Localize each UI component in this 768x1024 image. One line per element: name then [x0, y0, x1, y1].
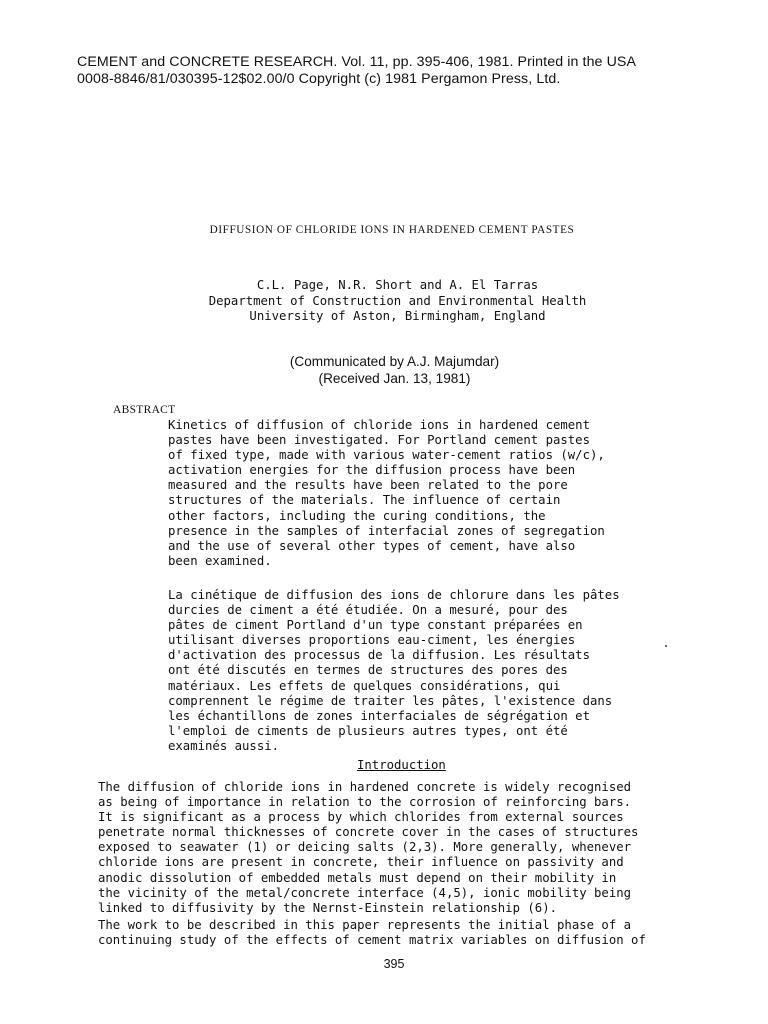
resume-line: examinés aussi. — [168, 738, 280, 753]
resume-line: ont été discutés en termes de structures des pores des — [168, 663, 568, 678]
body-line: the vicinity of the metal/concrete interface (4,5), ionic mobility being — [98, 885, 632, 900]
body-line: chloride ions are present in concrete, their influence on passivity and — [98, 855, 624, 870]
resume-line: l'emploi de ciments de plusieurs autres types, ont été — [168, 723, 568, 738]
page-number: 395 — [383, 957, 405, 971]
author-university: University of Aston, Birmingham, England — [249, 309, 546, 323]
abstract-line: and the use of several other types of cement, have also — [168, 538, 576, 553]
resume-line: comprennent le régime de traiter les pâtes, l'existence dans — [168, 693, 613, 708]
received-date: (Received Jan. 13, 1981) — [318, 370, 471, 386]
introduction-paragraph-1 — [98, 780, 638, 916]
abstract-line: measured and the results have been related to the pore — [168, 478, 568, 493]
resume-line: d'activation des processus de la diffusion. Les résultats — [168, 648, 590, 663]
abstract-label: ABSTRACT — [113, 404, 176, 416]
body-line: as being of importance in relation to the corrosion of reinforcing bars. — [98, 795, 632, 810]
section-heading-introduction: Introduction — [357, 758, 446, 772]
abstract-line: activation energies for the diffusion process have been — [168, 463, 576, 478]
paper-title: DIFFUSION OF CHLORIDE IONS IN HARDENED CEMENT PASTES — [209, 224, 575, 236]
abstract-line: structures of the materials. The influence of certain — [168, 493, 561, 508]
abstract-english — [168, 418, 605, 569]
resume-line: utilisant diverses proportions eau-ciment, les énergies — [168, 633, 576, 648]
journal-citation-line: CEMENT and CONCRETE RESEARCH. Vol. 11, pp. 395-406, 1981. Printed in the USA — [77, 54, 637, 70]
abstract-line: Kinetics of diffusion of chloride ions in hardened cement — [168, 418, 590, 432]
abstract-line: presence in the samples of interfacial zones of segregation — [168, 523, 605, 538]
author-names: C.L. Page, N.R. Short and A. El Tarras — [256, 278, 539, 292]
author-department: Department of Construction and Environmental Health — [208, 293, 587, 308]
scan-speck — [665, 645, 667, 647]
abstract-french — [168, 588, 620, 754]
journal-header — [77, 54, 636, 88]
communication-info — [0, 354, 768, 387]
body-line: It is significant as a process by which chlorides from external sources — [98, 810, 624, 825]
resume-line: durcies de ciment a été étudiée. On a mesuré, pour des — [168, 603, 568, 618]
resume-line: matériaux. Les effets de quelques considérations, qui — [168, 678, 561, 693]
body-line: linked to diffusivity by the Nernst-Einstein relationship (6). — [98, 900, 558, 915]
body-line: anodic dissolution of embedded metals must depend on their mobility in — [98, 870, 617, 885]
introduction-paragraph-2 — [98, 918, 646, 948]
abstract-line: other factors, including the curing conditions, the — [168, 508, 546, 523]
body-line: penetrate normal thicknesses of concrete cover in the cases of structures — [98, 825, 639, 840]
body-line: continuing study of the effects of cement matrix variables on diffusion of — [98, 933, 646, 948]
body-line: The work to be described in this paper represents the initial phase of a — [98, 918, 632, 932]
resume-line: pâtes de ciment Portland d'un type constant préparées en — [168, 618, 583, 633]
abstract-line: been examined. — [168, 553, 272, 568]
body-line: The diffusion of chloride ions in hardened concrete is widely recognised — [98, 780, 632, 794]
abstract-line: of fixed type, made with various water-cement ratios (w/c), — [168, 448, 605, 463]
copyright-line: 0008-8846/81/030395-12$02.00/0 Copyright (c) 1981 Pergamon Press, Ltd. — [77, 71, 561, 87]
author-block — [0, 278, 768, 325]
resume-line: La cinétique de diffusion des ions de chlorure dans les pâtes — [168, 588, 620, 602]
abstract-line: pastes have been investigated. For Portland cement pastes — [168, 433, 590, 448]
resume-line: les échantillons de zones interfaciales de ségrégation et — [168, 708, 590, 723]
communicated-by: (Communicated by A.J. Majumdar) — [289, 354, 500, 369]
body-line: exposed to seawater (1) or deicing salts (2,3). More generally, whenever — [98, 840, 632, 855]
